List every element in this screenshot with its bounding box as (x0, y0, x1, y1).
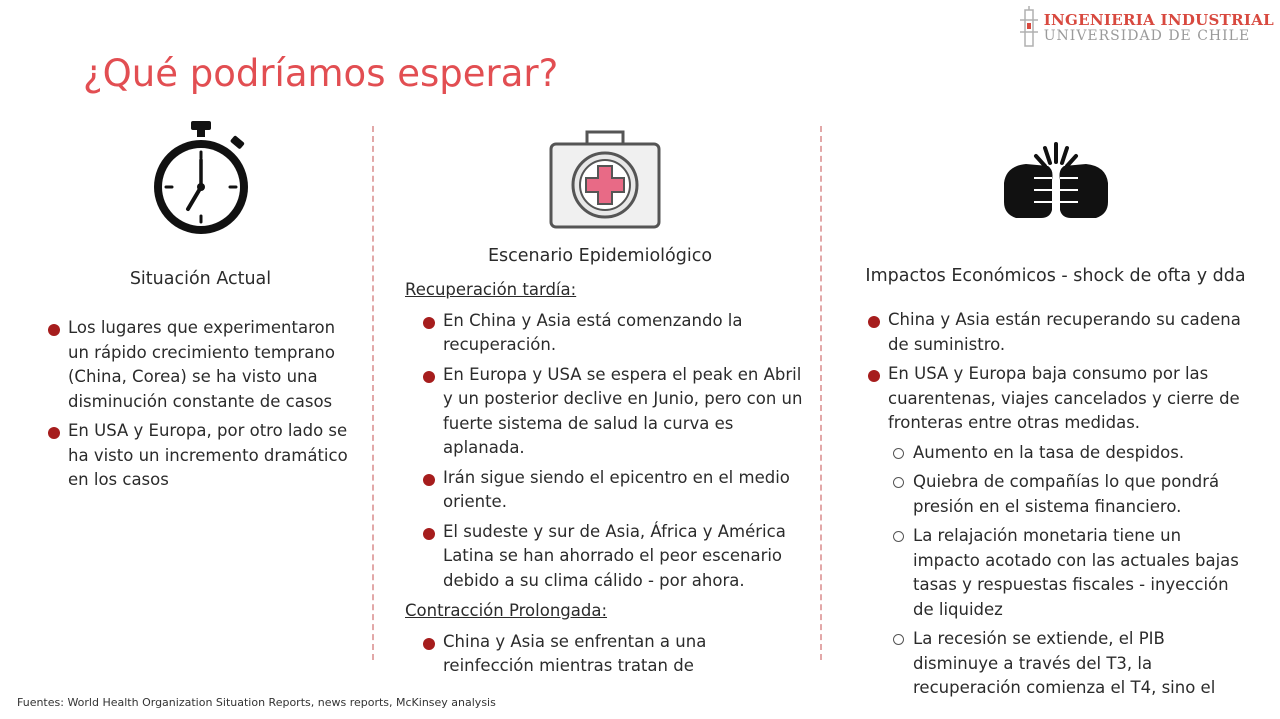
list-item: En USA y Europa, por otro lado se ha visto un incremento dramático en los casos (48, 419, 353, 493)
sources-footnote: Fuentes: World Health Organization Situation Reports, news reports, McKinsey analysis (17, 696, 496, 709)
slide-title: ¿Qué podríamos esperar? (83, 52, 559, 95)
list-item: China y Asia están recuperando su cadena de suministro. (868, 308, 1253, 357)
list-item: En China y Asia está comenzando la recuperación. (423, 309, 805, 358)
stopwatch-icon (146, 110, 256, 240)
clashing-fists-icon (996, 110, 1116, 240)
sub-list-item: Quiebra de compañías lo que pondrá presión en el sistema financiero. (891, 470, 1253, 519)
column-current-situation (48, 110, 353, 498)
economic-impacts-sublist (858, 441, 1253, 701)
column-epidemiological-scenario (405, 110, 805, 684)
logo-line2: UNIVERSIDAD DE CHILE (1043, 27, 1251, 44)
subheading-late-recovery: Recuperación tardía: (405, 280, 577, 299)
list-item: Los lugares que experimentaron un rápido crecimiento temprano (China, Corea) se ha visto una disminución constante de casos (48, 316, 353, 414)
column-heading-epidemiological-scenario: Escenario Epidemiológico (487, 246, 713, 266)
current-situation-list (48, 316, 353, 493)
sub-list-item: La relajación monetaria tiene un impacto acotado con las actuales bajas tasas y respuestas fiscales - inyección de liquidez (891, 524, 1253, 622)
prolonged-contraction-list (405, 630, 805, 679)
list-item: El sudeste y sur de Asia, África y América Latina se han ahorrado el peor escenario debido a su clima cálido - por ahora. (423, 520, 805, 594)
logo-line1: INGENIERIA INDUSTRIAL (1043, 10, 1274, 29)
column-heading-economic-impacts: Impactos Económicos - shock de ofta y dda (865, 266, 1246, 286)
first-aid-kit-icon (548, 110, 662, 235)
economic-impacts-list (858, 308, 1253, 436)
column-divider-left (372, 126, 374, 660)
list-item: En USA y Europa baja consumo por las cuarentenas, viajes cancelados y cierre de fronteras entre otras medidas. (868, 362, 1253, 436)
sub-list-item: La recesión se extiende, el PIB disminuye a través del T3, la recuperación comienza el T4, sino el (891, 627, 1253, 701)
column-divider-right (820, 126, 822, 660)
university-crest-icon (1018, 6, 1040, 50)
column-heading-current-situation: Situación Actual (129, 269, 272, 289)
university-logo (1018, 6, 1274, 50)
list-item: En Europa y USA se espera el peak en Abril y un posterior declive en Junio, pero con un fuerte sistema de salud la curva es aplanada. (423, 363, 805, 461)
subheading-prolonged-contraction: Contracción Prolongada: (405, 601, 608, 620)
late-recovery-list (405, 309, 805, 594)
column-economic-impacts (858, 110, 1253, 706)
list-item: China y Asia se enfrentan a una reinfección mientras tratan de (423, 630, 773, 679)
sub-list-item: Aumento en la tasa de despidos. (891, 441, 1253, 466)
list-item: Irán sigue siendo el epicentro en el medio oriente. (423, 466, 805, 515)
